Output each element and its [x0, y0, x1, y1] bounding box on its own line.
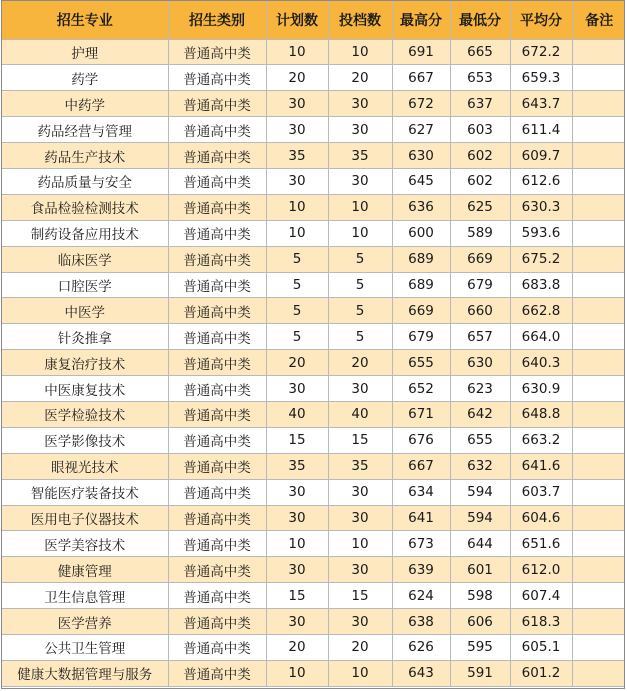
table-row: [2, 531, 625, 557]
cell-major: 临床医学: [2, 246, 168, 272]
header-max-score: 最高分: [392, 1, 450, 39]
cell-major: 眼视光技术: [2, 453, 168, 479]
table-row: [2, 220, 625, 246]
cell-remarks: [572, 531, 625, 557]
cell-filed-count: 10: [328, 220, 392, 246]
cell-plan-count: 30: [266, 505, 328, 531]
table-row: [2, 609, 625, 635]
cell-major: 护理: [2, 39, 168, 65]
cell-remarks: [572, 505, 625, 531]
cell-filed-count: 5: [328, 324, 392, 350]
cell-avg-score: 630.3: [510, 194, 572, 220]
cell-filed-count: 30: [328, 168, 392, 194]
cell-avg-score: 618.3: [510, 609, 572, 635]
cell-min-score: 655: [450, 427, 510, 453]
cell-avg-score: 672.2: [510, 39, 572, 65]
cell-plan-count: 5: [266, 298, 328, 324]
table-row: [2, 65, 625, 91]
cell-plan-count: 30: [266, 117, 328, 143]
table-header: [2, 1, 625, 39]
cell-category: 普通高中类: [168, 583, 266, 609]
cell-avg-score: 611.4: [510, 117, 572, 143]
cell-category: 普通高中类: [168, 453, 266, 479]
cell-max-score: 638: [392, 609, 450, 635]
table-row: [2, 143, 625, 169]
table-row: [2, 194, 625, 220]
cell-filed-count: 10: [328, 39, 392, 65]
cell-filed-count: 30: [328, 376, 392, 402]
cell-max-score: 624: [392, 583, 450, 609]
cell-major: 健康大数据管理与服务: [2, 660, 168, 686]
cell-remarks: [572, 401, 625, 427]
cell-max-score: 627: [392, 117, 450, 143]
cell-min-score: 594: [450, 479, 510, 505]
cell-min-score: 630: [450, 350, 510, 376]
cell-major: 卫生信息管理: [2, 583, 168, 609]
header-row: [2, 1, 625, 39]
cell-filed-count: 5: [328, 272, 392, 298]
cell-filed-count: 5: [328, 246, 392, 272]
cell-min-score: 589: [450, 220, 510, 246]
table-row: [2, 91, 625, 117]
cell-plan-count: 30: [266, 557, 328, 583]
cell-category: 普通高中类: [168, 298, 266, 324]
cell-max-score: 626: [392, 634, 450, 660]
cell-avg-score: 593.6: [510, 220, 572, 246]
cell-plan-count: 5: [266, 324, 328, 350]
cell-remarks: [572, 91, 625, 117]
cell-filed-count: 20: [328, 65, 392, 91]
cell-min-score: 623: [450, 376, 510, 402]
cell-filed-count: 10: [328, 531, 392, 557]
cell-category: 普通高中类: [168, 272, 266, 298]
table-body: [2, 39, 625, 686]
cell-avg-score: 663.2: [510, 427, 572, 453]
cell-max-score: 634: [392, 479, 450, 505]
cell-category: 普通高中类: [168, 427, 266, 453]
table-row: [2, 505, 625, 531]
cell-category: 普通高中类: [168, 634, 266, 660]
cell-plan-count: 15: [266, 427, 328, 453]
cell-remarks: [572, 453, 625, 479]
cell-min-score: 602: [450, 168, 510, 194]
cell-category: 普通高中类: [168, 531, 266, 557]
cell-major: 公共卫生管理: [2, 634, 168, 660]
cell-remarks: [572, 220, 625, 246]
table-row: [2, 324, 625, 350]
cell-remarks: [572, 246, 625, 272]
cell-plan-count: 35: [266, 453, 328, 479]
cell-min-score: 660: [450, 298, 510, 324]
cell-remarks: [572, 117, 625, 143]
cell-remarks: [572, 324, 625, 350]
cell-avg-score: 651.6: [510, 531, 572, 557]
cell-min-score: 598: [450, 583, 510, 609]
cell-plan-count: 20: [266, 634, 328, 660]
cell-filed-count: 20: [328, 634, 392, 660]
cell-plan-count: 5: [266, 272, 328, 298]
cell-major: 医学美容技术: [2, 531, 168, 557]
cell-remarks: [572, 143, 625, 169]
cell-category: 普通高中类: [168, 91, 266, 117]
cell-category: 普通高中类: [168, 194, 266, 220]
cell-max-score: 669: [392, 298, 450, 324]
cell-plan-count: 30: [266, 168, 328, 194]
cell-plan-count: 10: [266, 39, 328, 65]
cell-max-score: 630: [392, 143, 450, 169]
cell-major: 中药学: [2, 91, 168, 117]
cell-filed-count: 30: [328, 479, 392, 505]
cell-min-score: 625: [450, 194, 510, 220]
cell-avg-score: 601.2: [510, 660, 572, 686]
cell-remarks: [572, 479, 625, 505]
cell-category: 普通高中类: [168, 505, 266, 531]
cell-plan-count: 30: [266, 91, 328, 117]
cell-remarks: [572, 583, 625, 609]
cell-remarks: [572, 65, 625, 91]
cell-major: 食品检验检测技术: [2, 194, 168, 220]
cell-category: 普通高中类: [168, 168, 266, 194]
cell-category: 普通高中类: [168, 350, 266, 376]
cell-max-score: 691: [392, 39, 450, 65]
cell-plan-count: 40: [266, 401, 328, 427]
admission-score-table-frame: [1, 0, 625, 689]
cell-filed-count: 30: [328, 557, 392, 583]
cell-max-score: 672: [392, 91, 450, 117]
cell-avg-score: 675.2: [510, 246, 572, 272]
table-row: [2, 168, 625, 194]
cell-avg-score: 612.0: [510, 557, 572, 583]
cell-max-score: 636: [392, 194, 450, 220]
cell-remarks: [572, 427, 625, 453]
cell-min-score: 601: [450, 557, 510, 583]
cell-min-score: 606: [450, 609, 510, 635]
cell-plan-count: 30: [266, 376, 328, 402]
cell-major: 药学: [2, 65, 168, 91]
cell-major: 针灸推拿: [2, 324, 168, 350]
cell-min-score: 679: [450, 272, 510, 298]
table-row: [2, 453, 625, 479]
cell-major: 口腔医学: [2, 272, 168, 298]
cell-filed-count: 5: [328, 298, 392, 324]
cell-avg-score: 641.6: [510, 453, 572, 479]
cell-min-score: 657: [450, 324, 510, 350]
cell-min-score: 602: [450, 143, 510, 169]
cell-avg-score: 662.8: [510, 298, 572, 324]
cell-min-score: 669: [450, 246, 510, 272]
cell-max-score: 645: [392, 168, 450, 194]
cell-filed-count: 40: [328, 401, 392, 427]
cell-min-score: 603: [450, 117, 510, 143]
cell-category: 普通高中类: [168, 479, 266, 505]
cell-filed-count: 30: [328, 609, 392, 635]
table-row: [2, 117, 625, 143]
cell-filed-count: 35: [328, 453, 392, 479]
header-remarks: 备注: [572, 1, 625, 39]
cell-remarks: [572, 557, 625, 583]
table-row: [2, 634, 625, 660]
cell-avg-score: 659.3: [510, 65, 572, 91]
cell-filed-count: 30: [328, 505, 392, 531]
cell-category: 普通高中类: [168, 660, 266, 686]
cell-plan-count: 20: [266, 350, 328, 376]
cell-category: 普通高中类: [168, 65, 266, 91]
cell-max-score: 600: [392, 220, 450, 246]
cell-filed-count: 30: [328, 117, 392, 143]
cell-min-score: 642: [450, 401, 510, 427]
cell-max-score: 655: [392, 350, 450, 376]
cell-remarks: [572, 39, 625, 65]
table-row: [2, 479, 625, 505]
table-row: [2, 401, 625, 427]
cell-category: 普通高中类: [168, 324, 266, 350]
cell-max-score: 641: [392, 505, 450, 531]
cell-max-score: 639: [392, 557, 450, 583]
cell-min-score: 591: [450, 660, 510, 686]
header-category: 招生类别: [168, 1, 266, 39]
cell-major: 医学营养: [2, 609, 168, 635]
cell-remarks: [572, 634, 625, 660]
cell-avg-score: 630.9: [510, 376, 572, 402]
cell-plan-count: 35: [266, 143, 328, 169]
cell-min-score: 653: [450, 65, 510, 91]
cell-avg-score: 640.3: [510, 350, 572, 376]
cell-avg-score: 612.6: [510, 168, 572, 194]
header-avg-score: 平均分: [510, 1, 572, 39]
cell-category: 普通高中类: [168, 557, 266, 583]
table-row: [2, 660, 625, 686]
cell-major: 医用电子仪器技术: [2, 505, 168, 531]
cell-major: 药品经营与管理: [2, 117, 168, 143]
cell-filed-count: 30: [328, 91, 392, 117]
cell-major: 医学影像技术: [2, 427, 168, 453]
cell-max-score: 679: [392, 324, 450, 350]
cell-category: 普通高中类: [168, 246, 266, 272]
cell-category: 普通高中类: [168, 117, 266, 143]
cell-max-score: 652: [392, 376, 450, 402]
cell-max-score: 673: [392, 531, 450, 557]
cell-category: 普通高中类: [168, 376, 266, 402]
cell-plan-count: 10: [266, 220, 328, 246]
cell-remarks: [572, 609, 625, 635]
cell-category: 普通高中类: [168, 143, 266, 169]
cell-category: 普通高中类: [168, 220, 266, 246]
cell-remarks: [572, 194, 625, 220]
table-row: [2, 427, 625, 453]
cell-max-score: 667: [392, 65, 450, 91]
cell-avg-score: 609.7: [510, 143, 572, 169]
cell-avg-score: 603.7: [510, 479, 572, 505]
cell-min-score: 637: [450, 91, 510, 117]
cell-major: 智能医疗装备技术: [2, 479, 168, 505]
cell-filed-count: 15: [328, 427, 392, 453]
cell-filed-count: 10: [328, 194, 392, 220]
cell-avg-score: 648.8: [510, 401, 572, 427]
cell-filed-count: 35: [328, 143, 392, 169]
cell-major: 健康管理: [2, 557, 168, 583]
cell-filed-count: 15: [328, 583, 392, 609]
cell-avg-score: 605.1: [510, 634, 572, 660]
cell-category: 普通高中类: [168, 39, 266, 65]
header-min-score: 最低分: [450, 1, 510, 39]
cell-major: 康复治疗技术: [2, 350, 168, 376]
cell-remarks: [572, 272, 625, 298]
cell-plan-count: 5: [266, 246, 328, 272]
table-row: [2, 298, 625, 324]
table-row: [2, 376, 625, 402]
cell-min-score: 632: [450, 453, 510, 479]
cell-major: 药品生产技术: [2, 143, 168, 169]
admission-score-table: [2, 1, 625, 687]
cell-remarks: [572, 350, 625, 376]
cell-major: 中医学: [2, 298, 168, 324]
table-row: [2, 272, 625, 298]
cell-major: 中医康复技术: [2, 376, 168, 402]
cell-category: 普通高中类: [168, 401, 266, 427]
table-row: [2, 583, 625, 609]
cell-plan-count: 30: [266, 479, 328, 505]
cell-remarks: [572, 376, 625, 402]
cell-plan-count: 10: [266, 194, 328, 220]
cell-max-score: 689: [392, 246, 450, 272]
table-row: [2, 246, 625, 272]
table-row: [2, 557, 625, 583]
cell-max-score: 667: [392, 453, 450, 479]
cell-major: 药品质量与安全: [2, 168, 168, 194]
cell-plan-count: 10: [266, 531, 328, 557]
table-row: [2, 39, 625, 65]
header-filed-count: 投档数: [328, 1, 392, 39]
cell-plan-count: 30: [266, 609, 328, 635]
cell-avg-score: 604.6: [510, 505, 572, 531]
cell-min-score: 594: [450, 505, 510, 531]
cell-min-score: 595: [450, 634, 510, 660]
cell-plan-count: 10: [266, 660, 328, 686]
cell-remarks: [572, 168, 625, 194]
cell-max-score: 671: [392, 401, 450, 427]
cell-major: 制药设备应用技术: [2, 220, 168, 246]
cell-remarks: [572, 660, 625, 686]
cell-plan-count: 20: [266, 65, 328, 91]
cell-remarks: [572, 298, 625, 324]
cell-max-score: 676: [392, 427, 450, 453]
cell-min-score: 665: [450, 39, 510, 65]
cell-filed-count: 10: [328, 660, 392, 686]
header-plan-count: 计划数: [266, 1, 328, 39]
cell-avg-score: 607.4: [510, 583, 572, 609]
cell-max-score: 643: [392, 660, 450, 686]
table-row: [2, 350, 625, 376]
cell-avg-score: 643.7: [510, 91, 572, 117]
cell-plan-count: 15: [266, 583, 328, 609]
cell-category: 普通高中类: [168, 609, 266, 635]
cell-avg-score: 683.8: [510, 272, 572, 298]
cell-filed-count: 20: [328, 350, 392, 376]
header-major: 招生专业: [2, 1, 168, 39]
cell-major: 医学检验技术: [2, 401, 168, 427]
cell-min-score: 644: [450, 531, 510, 557]
cell-max-score: 689: [392, 272, 450, 298]
cell-avg-score: 664.0: [510, 324, 572, 350]
